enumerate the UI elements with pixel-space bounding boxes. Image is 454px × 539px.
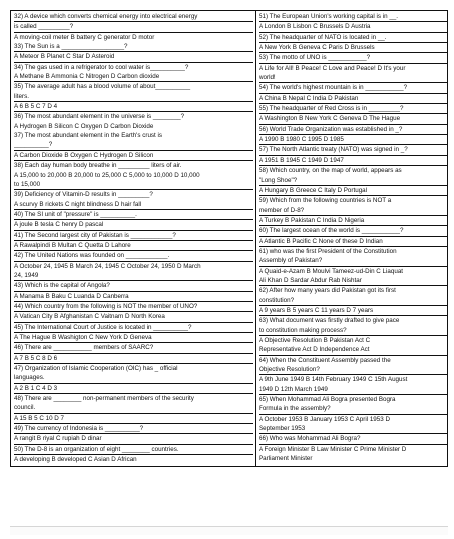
question-line: Representative Act D Independence Act bbox=[259, 345, 447, 355]
question-line: A Atlantic B Pacific C None of these D Indian bbox=[259, 237, 447, 247]
right-question-column bbox=[255, 11, 449, 466]
question-line: 32) A device which converts chemical energy into electrical energy bbox=[14, 12, 253, 22]
question-line: Parliament Minister bbox=[259, 455, 313, 463]
page-bottom-strip bbox=[10, 526, 448, 535]
question-line: A Methane B Ammonia C Nitrogen D Carbon dioxide bbox=[14, 72, 253, 82]
question-line: 62) After how many years did Pakistan got its first bbox=[259, 287, 396, 295]
question-line: 38) Each day human body breathe in _________ liters of air. bbox=[14, 162, 182, 170]
question-line: 44) Which country from the following is NOT the member of UNO? bbox=[14, 302, 253, 312]
question-line: 55) The headquarter of Red Cross is in _________? bbox=[259, 104, 447, 114]
question-line: 57) The North Atlantic treaty (NATO) was signed in _? bbox=[259, 145, 447, 155]
question-line: 40) The SI unit of "pressure" is __________. bbox=[14, 210, 253, 220]
quiz-sheet bbox=[10, 10, 448, 467]
question-line: A Turkey B Pakistan C India D Nigeria bbox=[259, 216, 447, 226]
question-line: 34) The gas used in a refrigerator to cool water is__________? bbox=[14, 63, 189, 71]
question-line: Objective Resolution? bbox=[259, 365, 447, 375]
question-line: A The Hague B Washigton C New York D Geneva bbox=[14, 333, 253, 343]
question-line: languages. bbox=[14, 373, 253, 383]
question-line: 63) What document was firstly drafted to give pace bbox=[259, 317, 400, 325]
question-line: to 15,000 bbox=[14, 180, 253, 190]
question-line: 47) Organization of Islamic Cooperation (OIC) has _ official bbox=[14, 365, 178, 373]
question-line: 53) The motto of UNO is ___________? bbox=[259, 53, 447, 63]
question-line: 37) The most abundant element in the Earth's crust is bbox=[14, 132, 163, 140]
question-line: A scurvy B rickets C night blindness D hair fall bbox=[14, 200, 253, 210]
question-line: liters. bbox=[14, 92, 253, 102]
question-line: 1949 D 12th March 1949 bbox=[259, 385, 447, 395]
question-line: A 15,000 to 20,000 B 20,000 to 25,000 C 5,000 to 10,000 D 10,000 bbox=[14, 171, 200, 179]
question-line: 61) who was the first President of the Constitution bbox=[259, 247, 397, 255]
question-line: A Hydrogen B Silicon C Oxygen D Carbon Dioxide bbox=[14, 122, 154, 130]
question-line: 36) The most abundant element in the universe is ________? bbox=[14, 113, 185, 121]
question-line: is called _________? bbox=[14, 22, 253, 32]
question-line: A 9th June 1949 B 14th February 1949 C 15th August bbox=[259, 376, 408, 384]
question-line: 66) Who was Mohammad Ali Bogra? bbox=[259, 434, 447, 444]
question-line: A Quaid-e-Azam B Moulvi Tameez-ud-Din C Liaquat bbox=[259, 267, 404, 275]
question-line: A London B Lisbon C Brussels D Austria bbox=[259, 22, 447, 32]
question-line: A 9 years B 5 years C 11 years D 7 years bbox=[259, 306, 447, 316]
question-line: A Objective Resolution B Pakistan Act C bbox=[259, 337, 371, 344]
question-line: A Life for All! B Peace! C Love and Peace! D It's your bbox=[259, 64, 406, 72]
question-line: 35) The average adult has a blood volume of about__________ bbox=[14, 83, 191, 91]
question-line: council. bbox=[14, 403, 253, 413]
left-question-column bbox=[11, 11, 255, 466]
question-line: A Hungary B Greece C Italy D Portugal bbox=[259, 186, 447, 196]
question-line: A New York B Geneva C Paris D Brussels bbox=[259, 43, 447, 53]
question-line: A rangit B riyal C rupiah D dinar bbox=[14, 434, 253, 444]
question-line: world! bbox=[259, 73, 447, 83]
question-line: Formula in the assembly? bbox=[259, 404, 447, 414]
question-line: 46) There are ___________ members of SAARC? bbox=[14, 343, 253, 353]
question-line: 52) The headquarter of NATO is located in __. bbox=[259, 33, 447, 43]
question-line: 39) Deficiency of Vitamin-D results in _________? bbox=[14, 191, 153, 199]
question-line: A 7 B 5 C 8 D 6 bbox=[14, 354, 253, 364]
question-line: constitution? bbox=[259, 296, 447, 306]
question-line: A October 1953 B January 1953 C April 1953 D bbox=[259, 415, 390, 423]
question-line: A Manama B Baku C Luanda D Canberra bbox=[14, 292, 253, 302]
question-line: to constitution making process? bbox=[259, 326, 447, 336]
question-line: A 15 B 5 C 10 D 7 bbox=[14, 414, 253, 424]
question-line: A 2 B 1 C 4 D 3 bbox=[14, 384, 253, 394]
question-line: 45) The International Court of Justice is located in __________? bbox=[14, 323, 253, 333]
question-line: "Long Shoe"? bbox=[259, 176, 447, 186]
question-line: A 6 B 5 C 7 D 4 bbox=[14, 102, 253, 112]
question-line: A Rawalpindi B Multan C Quetta D Lahore bbox=[14, 241, 253, 251]
question-line: 49) The currency of Indonesia is __________? bbox=[14, 424, 253, 434]
question-line: 42) The United Nations was founded on ____________. bbox=[14, 251, 253, 261]
question-line: 54) The world's highest mountain is in ___________? bbox=[259, 83, 447, 93]
question-line: 59) Which from the following countries is NOT a bbox=[259, 197, 392, 205]
question-line: 50) The D-8 is an organization of eight ________ countries. bbox=[14, 445, 253, 455]
question-line: 56) World Trade Organization was established in _? bbox=[259, 125, 447, 135]
question-line: September 1953 bbox=[259, 424, 447, 434]
question-line: 58) Which country, on the map of world, appears as bbox=[259, 167, 402, 175]
question-line: A Foreign Minister B Law Minister C Prime Minister D bbox=[259, 445, 407, 453]
question-line: 51) The European Union's working capital is in __. bbox=[259, 12, 447, 22]
question-line: 33) The Sun is a __________________? bbox=[14, 42, 253, 52]
question-line: A moving-coil meter B battery C generator D motor bbox=[14, 33, 155, 41]
question-line: member of D-8? bbox=[259, 206, 447, 216]
question-line: Ali Khan D Sardar Abdur Rab Nishtar bbox=[259, 276, 447, 286]
question-line: A 1951 B 1945 C 1949 D 1947 bbox=[259, 156, 447, 166]
question-line: __________? bbox=[14, 140, 253, 150]
question-line: A Carbon Dioxide B Oxygen C Hydrogen D Silicon bbox=[14, 151, 253, 161]
question-line: A joule B tesla C henry D pascal bbox=[14, 220, 253, 230]
question-line: 24, 1949 bbox=[14, 271, 253, 281]
question-line: A China B Nepal C India D Pakistan bbox=[259, 94, 447, 104]
question-line: A 1990 B 1980 C 1995 D 1985 bbox=[259, 135, 447, 145]
question-line: 60) The largest ocean of the world is ___________? bbox=[259, 226, 447, 236]
question-line: A Washington B New York C Geneva D The Hague bbox=[259, 114, 447, 124]
question-line: A Meteor B Planet C Star D Asteroid bbox=[14, 52, 253, 62]
question-line: 64) When the Constituent Assembly passed the bbox=[259, 356, 391, 364]
question-line: 43) Which is the capital of Angola? bbox=[14, 281, 253, 291]
question-line: A October 24, 1945 B March 24, 1945 C October 24, 1950 D March bbox=[14, 262, 201, 270]
question-line: A Vatican City B Afghanistan C Vaitnam D North Korea bbox=[14, 312, 253, 322]
question-line: 65) When Mohammad Ali Bogra presented Bogra bbox=[259, 396, 396, 404]
question-line: 48) There are ________ non-permanent members of the security bbox=[14, 395, 194, 403]
question-line: A developing B developed C Asian D African bbox=[14, 456, 137, 464]
question-line: 41) The Second largest city of Pakistan is ____________? bbox=[14, 231, 253, 241]
question-line: Assembly of Pakistan? bbox=[259, 256, 447, 266]
